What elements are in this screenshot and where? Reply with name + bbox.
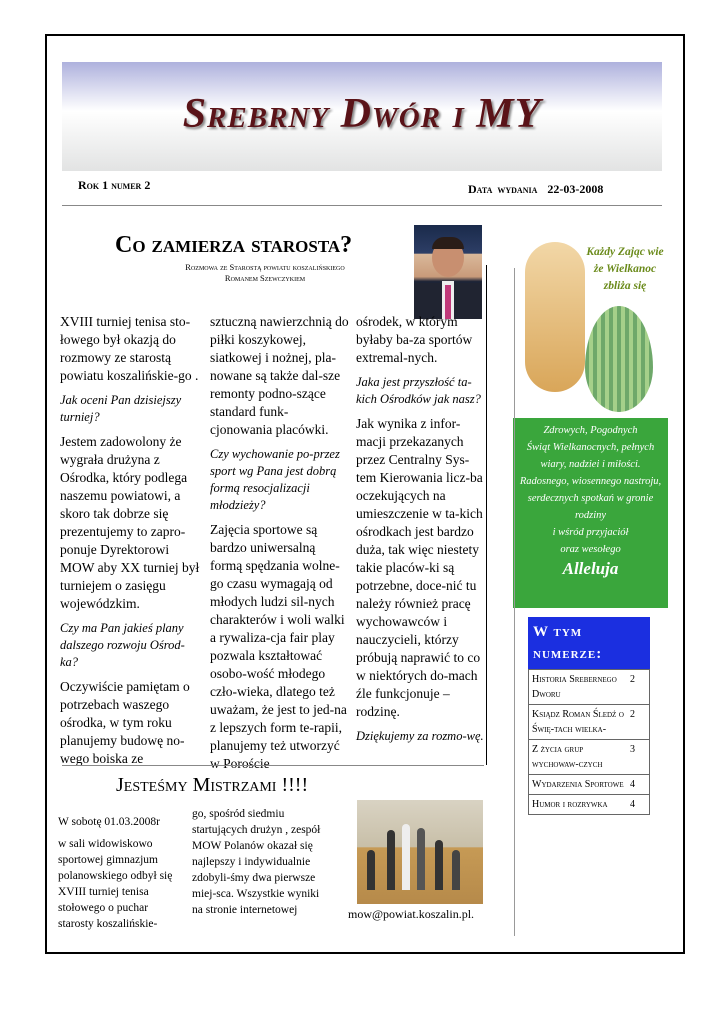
easter-bunny-image: [513, 232, 668, 418]
issue-number: Rok 1 numer 2: [78, 178, 151, 192]
greeting-line: oraz wesołego: [560, 544, 621, 555]
greeting-line: rodziny: [574, 510, 607, 521]
column-divider: [486, 265, 487, 765]
newsletter-title: Srebrny Dwór i MY: [182, 91, 542, 137]
second-article-column-2: go, spośród siedmiu startujących drużyn , zespół MOW Polanów okazał się najlepszy i indywidualnie zdobyli-śmy dwa pierwsze miej-sca. Wszystkie wyniki na stronie internetowej: [192, 808, 321, 916]
interview-question: Jaka jest przyszłość ta-kich Ośrodków jak nasz?: [356, 375, 481, 406]
article-paragraph: sztuczną nawierzchnią do piłki koszykowej, siatkowej i nożnej, pla-nowane są także dal-sze remonty podno-szące standard funk-cjonowania placówki.: [210, 314, 349, 437]
bunny-caption: Każdy Zając wie że Wielkanoc zbliża się: [586, 246, 664, 292]
toc-item-label: Ksiądz Roman Śledź o Świę-tach wielka-: [532, 709, 624, 735]
toc-item[interactable]: [528, 775, 650, 795]
greeting-box: [513, 418, 668, 608]
toc-heading: W tym numerze:: [528, 617, 650, 669]
issue-date: [468, 182, 603, 197]
date-value: 22-03-2008: [547, 182, 604, 196]
toc-item-page: 4: [630, 779, 635, 790]
greeting-line: i wśród przyjaciół: [552, 527, 629, 538]
article-paragraph: Zajęcia sportowe są bardzo uniwersalną formą spędzania wolne-go czasu wymagają od młodych ludzi sil-nych charakterów i woli walki a rywaliza-cja fair play pozwala kształtować osobo-wość młodego czło-wieka, dlatego też uważam, że jest to jed-na z lepszych form te-rapii, planujemy też utworzyć w Poroście: [210, 522, 347, 771]
greeting-line: Radosnego, wiosennego nastroju,: [519, 476, 662, 487]
toc-item-label: Wydarzenia Sportowe: [532, 779, 624, 790]
email-link[interactable]: mow@powiat.koszalin.pl.: [348, 907, 475, 921]
greeting-line: serdecznych spotkań w gronie: [527, 493, 654, 504]
second-article-column-1: [58, 814, 186, 938]
toc-item-label: Z życia grup wychowaw-czych: [532, 744, 603, 770]
divider: [62, 765, 484, 766]
interview-question: Czy wychowanie po-przez sport wg Pana jest dobrą formą resocjalizacji młodzieży?: [210, 447, 340, 512]
article-paragraph: W sobotę 01.03.2008r: [58, 816, 161, 828]
article-paragraph: Jestem zadowolony że wygrała drużyna z Ośrodka, który podlega naszemu powiatowi, a skoro tak dobrze się prezentujemy to zapro-ponuje Dyrektorowi MOW aby XX turniej był turniejem o zasięgu wojewódzkim.: [60, 434, 200, 611]
interview-question: Czy ma Pan jakieś plany dalszego rozwoju Ośrod-ka?: [60, 621, 185, 669]
date-label: Data wydania: [468, 182, 538, 196]
article-column-3: [356, 313, 486, 752]
greeting-line: Zdrowych, Pogodnych: [543, 425, 638, 436]
article-paragraph: Oczywiście pamiętam o potrzebach waszego ośrodka, w tym roku planujemy budowę no-wego boiska ze: [60, 679, 190, 766]
tournament-photo: [357, 800, 483, 904]
toc-item-page: 2: [630, 709, 635, 720]
greeting-line: Świąt Wielkanocnych, pełnych: [526, 442, 655, 453]
article-column-2: [210, 313, 350, 780]
greeting-line: wiary, nadziei i miłości.: [540, 459, 641, 470]
starosta-photo: [414, 225, 482, 319]
article-column-1: [60, 313, 202, 775]
masthead-banner: [62, 62, 662, 171]
easter-greeting: [513, 232, 668, 608]
sidebar-divider: [514, 268, 515, 936]
toc-item-page: 2: [630, 674, 635, 685]
table-of-contents: [528, 617, 650, 815]
second-article-title: Jesteśmy Mistrzami !!!!: [116, 774, 309, 796]
egg-icon: [585, 306, 653, 412]
toc-item-label: Historia Srebernego Dworu: [532, 674, 617, 700]
interview-question: Jak oceni Pan dzisiejszy turniej?: [60, 393, 182, 424]
toc-item[interactable]: [528, 705, 650, 740]
article-paragraph: ośrodek, w którym byłaby ba-za sportów extremal-nych.: [356, 314, 473, 365]
toc-item[interactable]: [528, 669, 650, 705]
article-subtitle: [120, 262, 410, 284]
divider: [62, 205, 662, 206]
toc-item[interactable]: [528, 795, 650, 815]
article-paragraph: XVIII turniej tenisa sto-łowego był okazją do rozmowy ze starostą powiatu koszalińskie-go .: [60, 314, 199, 383]
article-title: Co zamierza starosta?: [115, 232, 353, 258]
toc-item-page: 3: [630, 744, 635, 755]
bunny-icon: [525, 242, 585, 392]
subtitle-line: Romanem Szewczykiem: [224, 273, 306, 283]
subtitle-line: Rozmowa ze Starostą powiatu koszalińskiego: [185, 262, 345, 272]
interview-question: Dziękujemy za rozmo-wę.: [356, 729, 484, 743]
toc-item-label: Humor i rozrywka: [532, 799, 608, 810]
article-paragraph: Jak wynika z infor-macji przekazanych przez Centralny Sys-tem Kierowania licz-ba oczekujących na umieszczenie w ta-kich ośrodkach jest bardzo duża, tak więc niestety takie placów-ki są potrzebne, doce-nić tu należy również pracę wychowawców i nauczycieli, którzy próbują naprawić to co w niektórych do-mach źle funkcjonuje –rodzinę.: [356, 416, 483, 719]
toc-item-page: 4: [630, 799, 635, 810]
alleluja-text: Alleluja: [562, 559, 619, 578]
toc-item[interactable]: [528, 740, 650, 775]
article-paragraph: w sali widowiskowo sportowej gimnazjum polanowskiego odbył się XVIII turniej tenisa stołowego o puchar starosty koszalińskie-: [58, 838, 173, 930]
